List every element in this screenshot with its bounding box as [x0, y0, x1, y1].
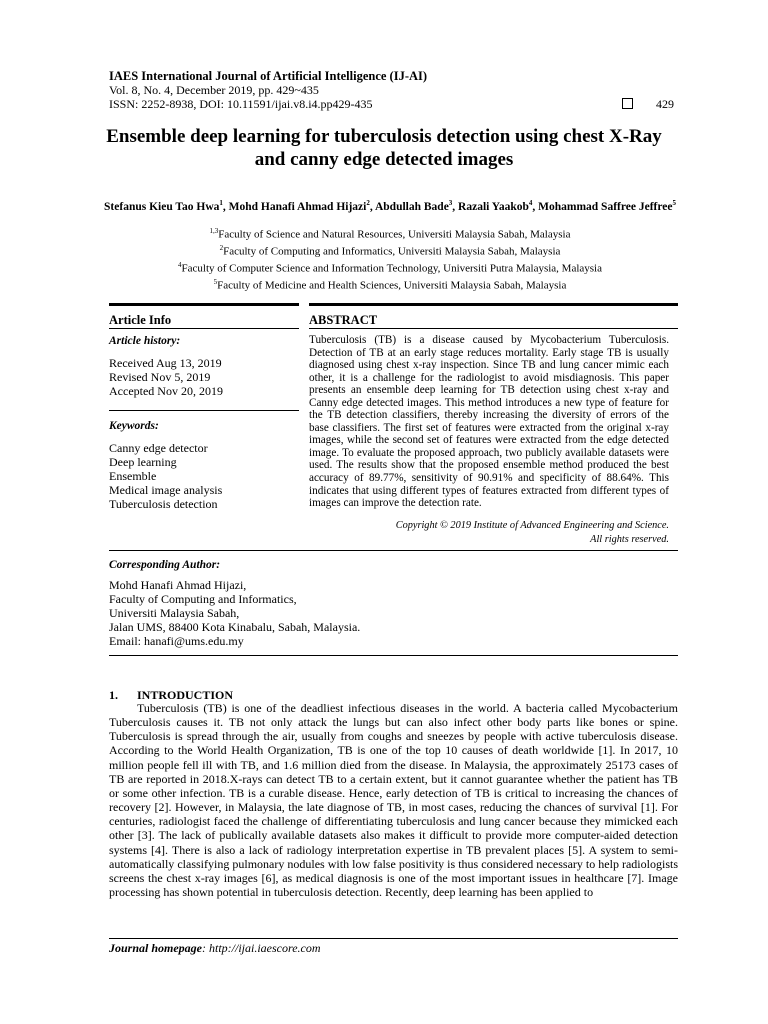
divider: [109, 328, 299, 329]
divider: [109, 550, 678, 551]
received-date: Received Aug 13, 2019: [109, 356, 222, 370]
corresponding-author-label: Corresponding Author:: [109, 559, 221, 571]
divider: [109, 655, 678, 656]
address: Jalan UMS, 88400 Kota Kinabalu, Sabah, Malaysia.: [109, 620, 361, 634]
affiliation: $^4$Faculty of Computer Science and Information Technology, Universiti Putra Malaysia, Malaysia: [178, 261, 602, 275]
university: Universiti Malaysia Sabah,: [109, 606, 240, 620]
volume-info: Vol. 8, No. 4, December 2019, pp. 429~435: [109, 83, 319, 97]
divider: [109, 410, 299, 411]
journal-name: IAES International Journal of Artificial Intelligence (IJ-AI): [109, 69, 428, 83]
faculty: Faculty of Computing and Informatics,: [109, 592, 297, 606]
journal-homepage[interactable]: Journal homepage: http://ijai.iaescore.com: [109, 941, 321, 955]
keyword: Canny edge detector: [109, 441, 208, 455]
corresponding-author-details: [109, 578, 360, 648]
keyword: Tuberculosis detection: [109, 497, 218, 511]
revised-date: Revised Nov 5, 2019: [109, 370, 211, 384]
abstract-heading: ABSTRACT: [309, 313, 378, 327]
author-list: Stefanus Kieu Tao Hwa$^1$, Mohd Hanafi Ahmad Hijazi$^2$, Abdullah Bade$^3$, Razali Yaakob$^4$, Mohammad Saffree Jeffree$^5$: [104, 199, 676, 213]
divider: [109, 303, 299, 306]
keywords-label: Keywords:: [109, 420, 159, 432]
article-info-heading: Article Info: [109, 313, 172, 327]
affiliation: $^5$Faculty of Medicine and Health Sciences, Universiti Malaysia Sabah, Malaysia: [213, 278, 567, 293]
author-name: Mohammad Saffree Jeffree: [538, 200, 673, 213]
keyword: Ensemble: [109, 469, 157, 483]
author-name: Stefanus Kieu Tao Hwa: [104, 200, 220, 213]
footer-divider: [109, 938, 678, 939]
affiliation: $^2$Faculty of Computing and Informatics, Universiti Malaysia Sabah, Malaysia: [219, 244, 561, 258]
author-name: Mohd Hanafi Ahmad Hijazi,: [109, 578, 247, 592]
keywords-list: [109, 441, 222, 511]
keyword: Medical image analysis: [109, 483, 223, 497]
divider: [309, 328, 678, 329]
paper-title: Ensemble deep learning for tuberculosis detection using chest X-Ray and canny edge detected images: [106, 126, 662, 170]
section-heading: 1. INTRODUCTION: [109, 688, 234, 702]
issn-doi: ISSN: 2252-8938, DOI: 10.11591/ijai.v8.i4.pp429-435: [109, 97, 373, 111]
square-icon: [622, 98, 633, 109]
article-history-label: Article history:: [109, 335, 181, 347]
email-address[interactable]: Email: hanafi@ums.edu.my: [109, 634, 244, 648]
accepted-date: Accepted Nov 20, 2019: [109, 384, 223, 398]
copyright-notice: Copyright © 2019 Institute of Advanced Engineering and Science. All rights reserved.: [395, 520, 669, 545]
page-number: 429: [656, 97, 674, 111]
history-dates: [109, 356, 223, 398]
affiliation: $^{1,3}$Faculty of Science and Natural Resources, Universiti Malaysia Sabah, Malaysia: [209, 227, 571, 241]
author-name: Mohd Hanafi Ahmad Hijazi: [228, 200, 367, 213]
abstract-text: Tuberculosis (TB) is a disease caused by Mycobacterium Tuberculosis. Detection of TB at an early stage reduces mortality. Early stage TB is usually diagnosed using chest x-ray inspection. Since TB and lung cancer mimic each other, it is a challenge for the radiologist to avoid misdiagnosis. This paper presents an ensemble deep learning for TB detection using chest x-ray and Canny edge detected images. This method introduces a new type of feature for the TB detection classifiers, thereby increasing the diversity of errors of the base classifiers. The first set of features were extracted from the original x-ray images, while the second set of features were extracted from the edge detected image. To evaluate the proposed approach, two publicly available datasets were used. The results show that the proposed ensemble method produced the best accuracy of 89.77%, sensitivity of 90.91% and specificity of 88.64%. This indicates that using different types of features extracted from different types of images can improve the detection rate.: [309, 334, 669, 510]
author-name: Abdullah Bade: [374, 200, 449, 213]
author-name: Razali Yaakob: [458, 200, 529, 213]
divider: [309, 303, 678, 306]
affiliation-list: [100, 225, 680, 294]
introduction-text: Tuberculosis (TB) is one of the deadliest infectious diseases in the world. A bacteria called Mycobacterium Tuberculosis causes it. TB not only attack the lungs but can also infect other body parts like bones or spine. Tuberculosis is spread through the air, usually from coughs and sneezes by people with active tuberculosis disease. According to the World Health Organization, TB is one of the top 10 causes of death worldwide [1]. In 2017, 10 million people fell ill with TB, and 1.6 million died from the disease. In Malaysia, the approximately 25173 cases of TB are reported in 2018.X-rays can detect TB to a certain extent, but it cannot guarantee whether the patient has TB or some other infection. TB is a curable disease. Hence, early detection of TB is critical to increasing the chances of recovery [2]. However, in Malaysia, the late diagnose of TB, in most cases, reducing the chances of survival [1]. For centuries, radiologist faced the challenge of differentiating tuberculosis and lung cancer because they mimicked each other [3]. The lack of publically available datasets also makes it difficult to provide more computer-aided detection systems [4]. There is also a lack of radiology interpretation expertise in TB prevalent places [5]. A system to semi-automatically classifying pulmonary nodules with low false positivity is thus considered necessary to help radiologists screens the chest x-ray images [6], as medical diagnosis is one of the most important issues in healthcare [7]. Image processing has shown potential in tuberculosis detection. Recently, deep learning has been applied to: [109, 701, 678, 900]
keyword: Deep learning: [109, 455, 177, 469]
